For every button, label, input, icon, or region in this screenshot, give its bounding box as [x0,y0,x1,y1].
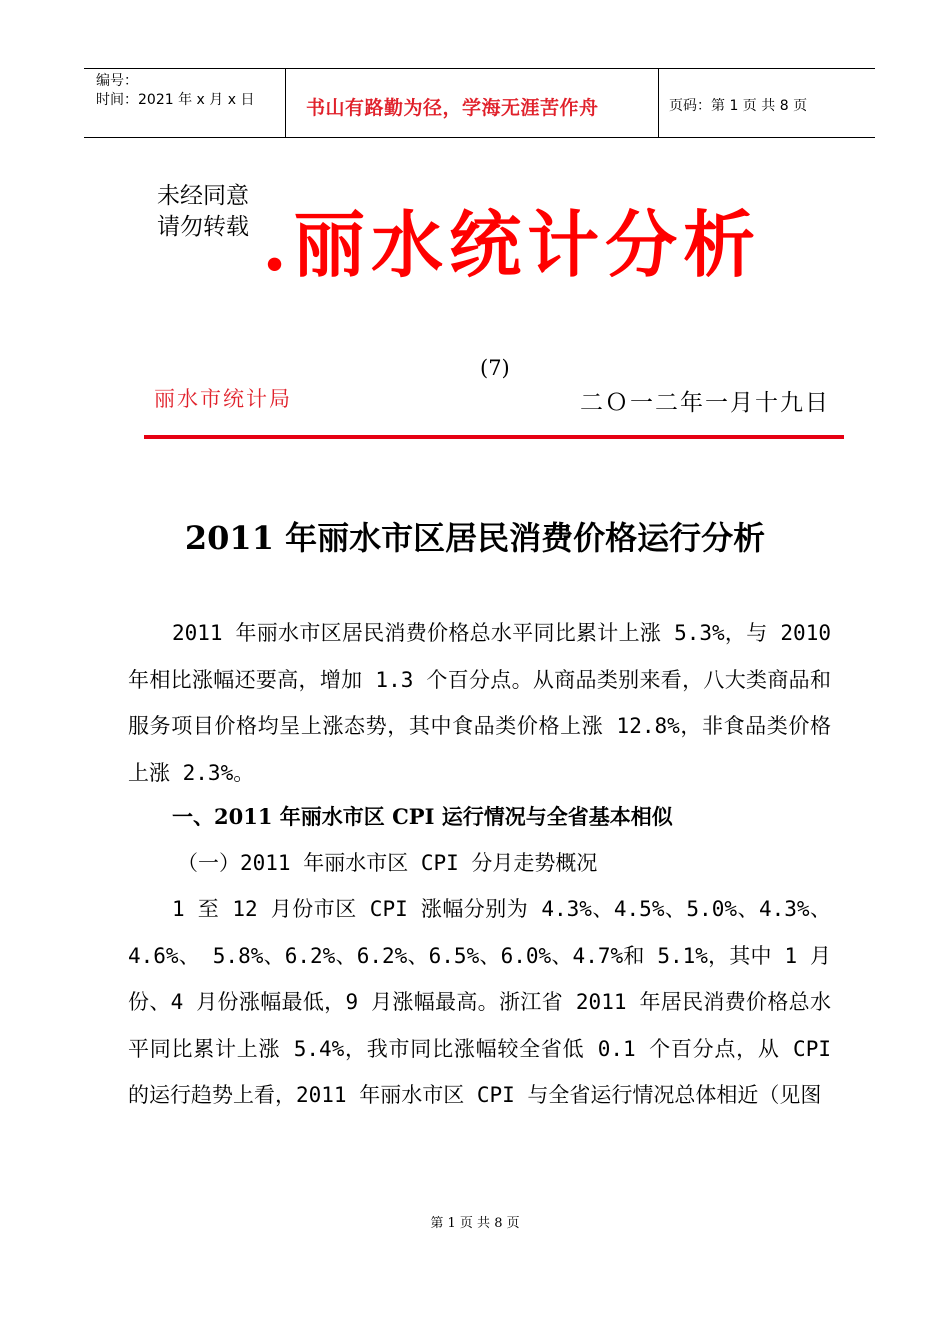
document-number-label: 编号： [96,73,138,89]
notice-line-2: 请勿转载 [157,214,249,240]
header-meta-cell [84,69,286,137]
paragraph-2 [128,886,831,1119]
header-table [84,68,875,138]
paragraph-2-text: 1 至 12 月份市区 CPI 涨幅分别为 4.3%、4.5%、5.0%、4.3%、4.6%、 5.8%、6.2%、6.2%、6.5%、6.0%、4.7%和 5.1%，其中 1 月份、4 月份涨幅最低，9 月涨幅最高。浙江省 2011 年居民消费价格总水平同比累计上涨 5.4%，我市同比涨幅较全省低 0.1 个百分点，从 CPI 的运行趋势上看，2011 年丽水市区 CPI 与全省运行情况总体相近（见图 [128,897,831,1107]
header-motto-cell [286,69,659,137]
page-number-label: 页码：第 1 页 共 8 页 [669,98,808,114]
paragraph-1 [128,610,831,796]
subsection-heading-1: （一）2011 年丽水市区 CPI 分月走势概况 [177,851,598,875]
issue-number: (7) [480,356,510,380]
masthead-title: .丽水统计分析 [262,202,762,287]
publish-date: 二Ｏ一二年一月十九日 [580,390,830,416]
article-title: 2011 年丽水市区居民消费价格运行分析 [184,519,766,557]
paragraph-1-text: 2011 年丽水市区居民消费价格总水平同比累计上涨 5.3%，与 2010 年相比涨幅还要高，增加 1.3 个百分点。从商品类别来看，八大类商品和服务项目价格均呈上涨态势，其中食品类价格上涨 12.8%，非食品类价格上涨 2.3%。 [128,621,831,785]
publisher-name: 丽水市统计局 [154,387,292,411]
page-footer: 第 1 页 共 8 页 [430,1216,520,1231]
red-divider [144,435,844,439]
section-heading-1: 一、2011 年丽水市区 CPI 运行情况与全省基本相似 [172,804,673,829]
header-page-cell [659,69,875,137]
document-time-label: 时间：2021 年 x 月 x 日 [96,92,255,108]
notice-line-1: 未经同意 [157,183,249,209]
motto-text: 书山有路勤为径，学海无涯苦作舟 [306,97,599,119]
